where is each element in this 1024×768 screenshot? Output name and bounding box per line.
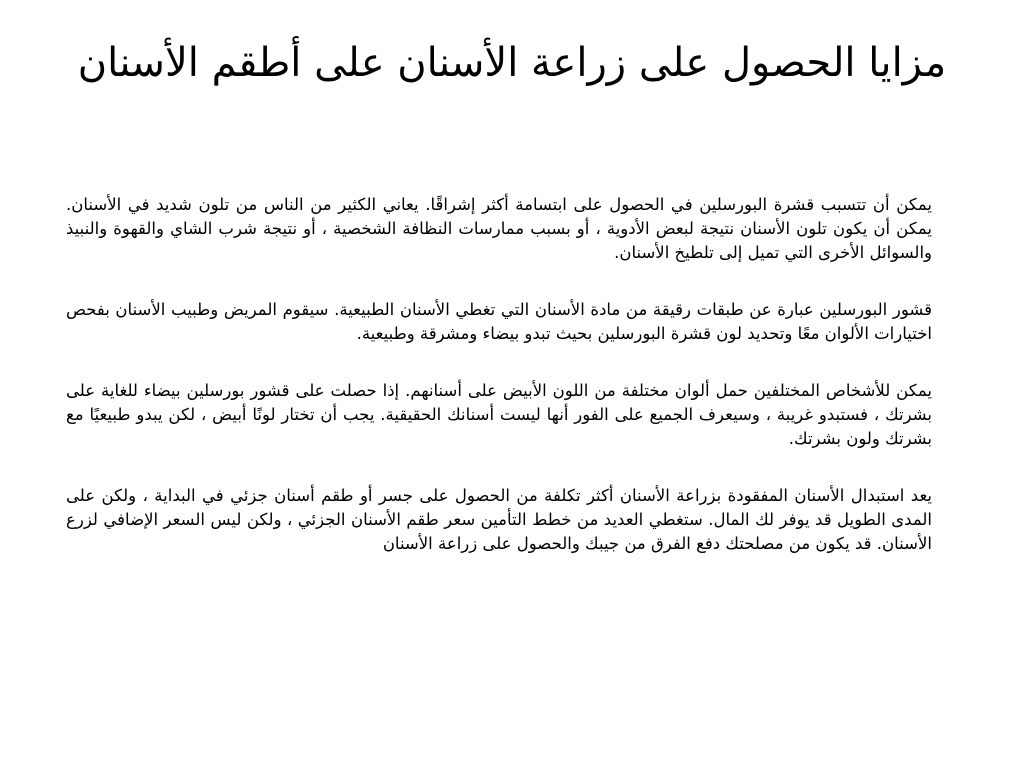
paragraph-veneer-description: قشور البورسلين عبارة عن طبقات رقيقة من مادة الأسنان التي تغطي الأسنان الطبيعية. سيقوم المريض وطبيب الأسنان بفحص اختيارات الألوان معًا وتحديد لون قشرة البورسلين بحيث تبدو بيضاء ومشرقة وطبيعية. (66, 300, 932, 343)
paragraph-white-shades: يمكن للأشخاص المختلفين حمل ألوان مختلفة من اللون الأبيض على أسنانهم. إذا حصلت على قشور بورسلين بيضاء للغاية على بشرتك ، فستبدو غريبة ، وسيعرف الجميع على الفور أنها ليست أسنانك الحقيقية. يجب أن تختار لونًا أبيض ، لكن يبدو طبيعيًا مع بشرتك ولون بشرتك. (66, 381, 932, 448)
paragraph-porcelain-veneers-brightness: يمكن أن تتسبب قشرة البورسلين في الحصول على ابتسامة أكثر إشراقًا. يعاني الكثير من الناس من تلون شديد في الأسنان. يمكن أن يكون تلون الأسنان نتيجة لبعض الأدوية ، أو بسبب ممارسات النظافة الشخصية ، أو نتيجة شرب الشاي والقهوة والنبيذ والسوائل الأخرى التي تميل إلى تلطيخ الأسنان. (66, 195, 932, 262)
paragraph-implant-cost: يعد استبدال الأسنان المفقودة بزراعة الأسنان أكثر تكلفة من الحصول على جسر أو طقم أسنان جزئي في البداية ، ولكن على المدى الطويل قد يوفر لك المال. ستغطي العديد من خطط التأمين سعر طقم الأسنان الجزئي ، ولكن ليس السعر الإضافي لزرع الأسنان. قد يكون من مصلحتك دفع الفرق من جيبك والحصول على زراعة الأسنان (66, 486, 932, 553)
slide-body (66, 193, 932, 589)
slide-title: مزايا الحصول على زراعة الأسنان على أطقم الأسنان (77, 40, 947, 86)
